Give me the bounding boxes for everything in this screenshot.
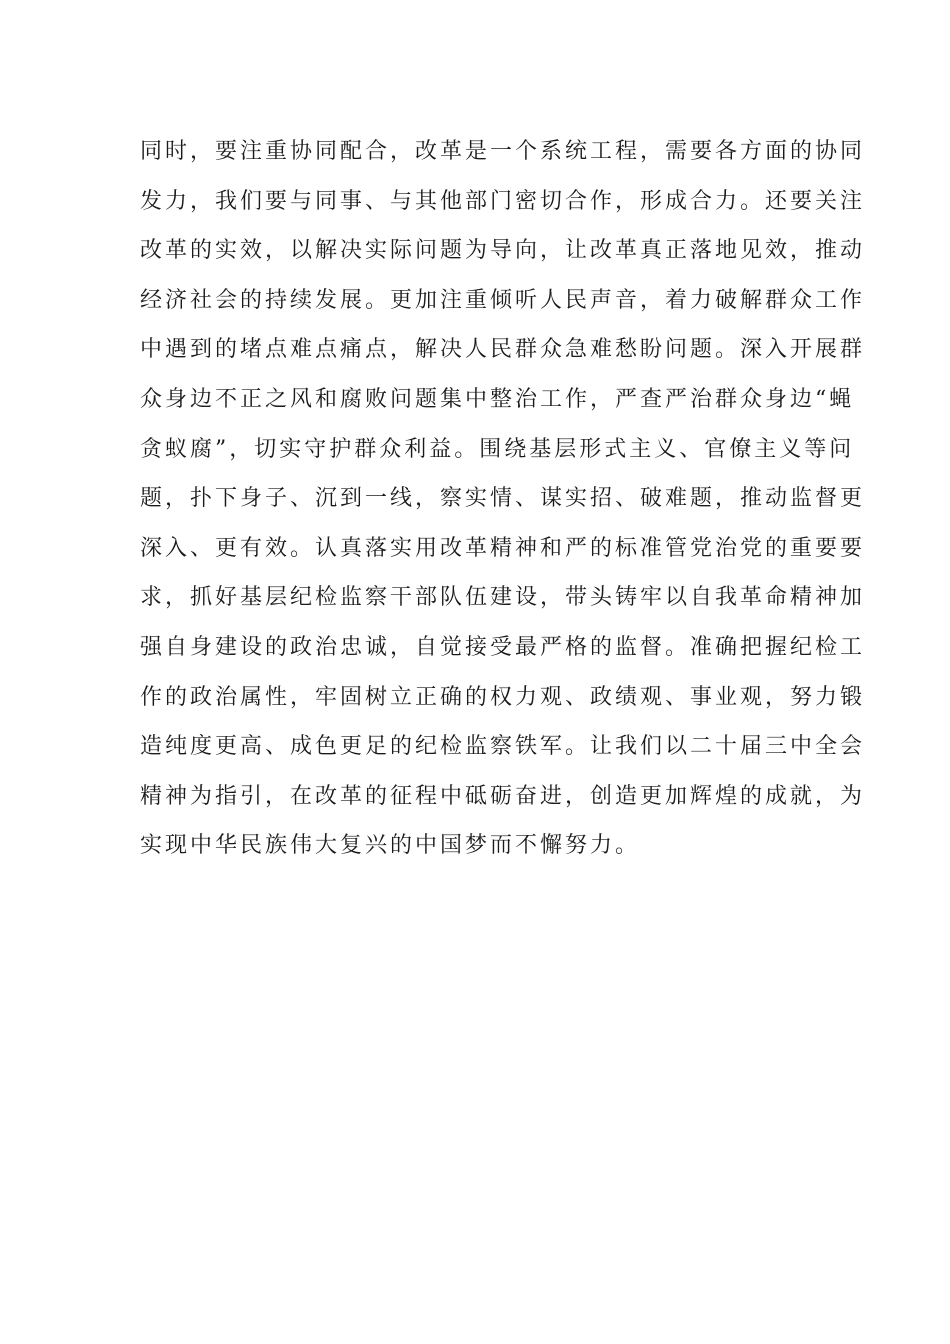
text-line: 深入、更有效。认真落实用改革精神和严的标准管党治党的重要要: [140, 535, 866, 561]
text-line: 发力，我们要与同事、与其他部门密切合作，形成合力。还要关注: [140, 188, 866, 214]
text-line: 经济社会的持续发展。更加注重倾听人民声音，着力破解群众工作: [140, 287, 866, 313]
text-line: 贪蚁腐”，切实守护群众利益。围绕基层形式主义、官僚主义等问: [140, 436, 855, 462]
text-line: 改革的实效，以解决实际问题为导向，让改革真正落地见效，推动: [140, 238, 866, 264]
text-line: 中遇到的堵点难点痛点，解决人民群众急难愁盼问题。深入开展群: [140, 337, 866, 363]
text-line: 求，抓好基层纪检监察干部队伍建设，带头铸牢以自我革命精神加: [140, 585, 866, 611]
text-line: 实现中华民族伟大复兴的中国梦而不懈努力。: [140, 833, 641, 859]
text-line: 精神为指引，在改革的征程中砥砺奋进，创造更加辉煌的成就，为: [140, 783, 866, 809]
body-paragraph: [140, 127, 866, 871]
text-line: 作的政治属性，牢固树立正确的权力观、政绩观、事业观，努力锻: [140, 684, 866, 710]
text-line: 众身边不正之风和腐败问题集中整治工作，严查严治群众身边“蝇: [140, 386, 855, 412]
text-line: 题，扑下身子、沉到一线，察实情、谋实招、破难题，推动监督更: [140, 486, 866, 512]
text-line: 造纯度更高、成色更足的纪检监察铁军。让我们以二十届三中全会: [140, 734, 866, 760]
text-line: 同时，要注重协同配合，改革是一个系统工程，需要各方面的协同: [140, 139, 866, 164]
text-line: 强自身建设的政治忠诚，自觉接受最严格的监督。准确把握纪检工: [140, 634, 866, 660]
